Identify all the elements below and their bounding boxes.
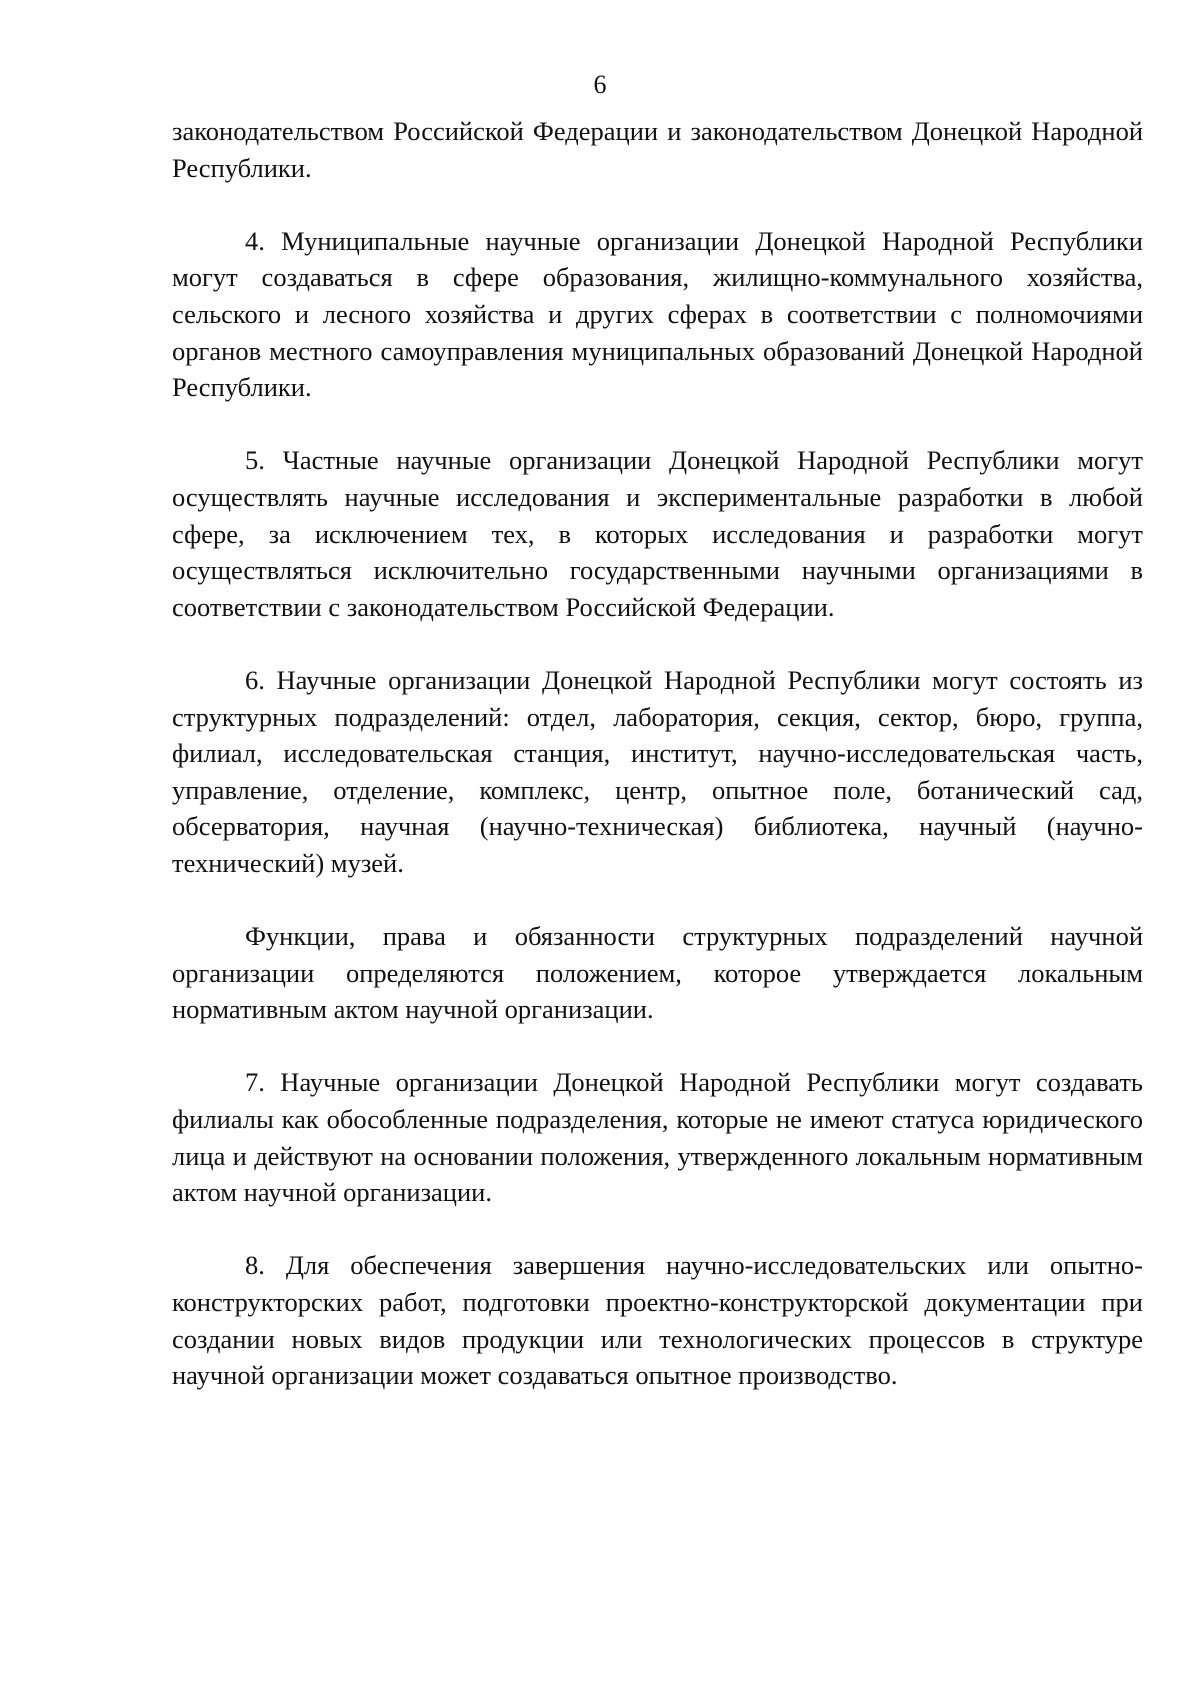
paragraph-item-6: 6. Научные организации Донецкой Народной Республики могут состоять из структурных подразделений: отдел, лаборатория, секция, сектор, бюро, группа, филиал, исследовательская станция, институт, научно-исследовательская часть, управление, отделение, комплекс, центр, опытное поле, ботанический сад, обсерватория, научная (научно-техническая) библиотека, научный (научно-технический) музей. <box>172 664 1143 878</box>
paragraph-item-5: 5. Частные научные организации Донецкой Народной Республики могут осуществлять научные исследования и экспериментальные разработки в любой сфере, за исключением тех, в которых исследования и разработки могут осуществляться исключительно государственными научными организациями в соответствии с законодательством Российской Федерации. <box>172 445 1143 622</box>
document-body <box>172 113 1143 1430</box>
paragraph-continuation: законодательством Российской Федерации и законодательством Донецкой Народной Республики. <box>172 116 1143 183</box>
page-number: 6 <box>593 70 607 99</box>
paragraph-item-4: 4. Муниципальные научные организации Донецкой Народной Республики могут создаваться в сфере образования, жилищно-коммунального хозяйства, сельского и лесного хозяйства и других сферах в соответствии с полномочиями органов местного самоуправления муниципальных образований Донецкой Народной Республики. <box>172 225 1143 403</box>
paragraph-item-8: 8. Для обеспечения завершения научно-исследовательских или опытно-конструкторских работ, подготовки проектно-конструкторской документации при создании новых видов продукции или технологических процессов в структуре научной организации может создаваться опытное производство. <box>172 1250 1143 1391</box>
paragraph-item-6-functions: Функции, права и обязанности структурных подразделений научной организации определяются положением, которое утверждается локальным нормативным актом научной организации. <box>172 921 1143 1025</box>
paragraph-item-7: 7. Научные организации Донецкой Народной Республики могут создавать филиалы как обособленные подразделения, которые не имеют статуса юридического лица и действуют на основании положения, утвержденного локальным нормативным актом научной организации. <box>172 1067 1143 1208</box>
